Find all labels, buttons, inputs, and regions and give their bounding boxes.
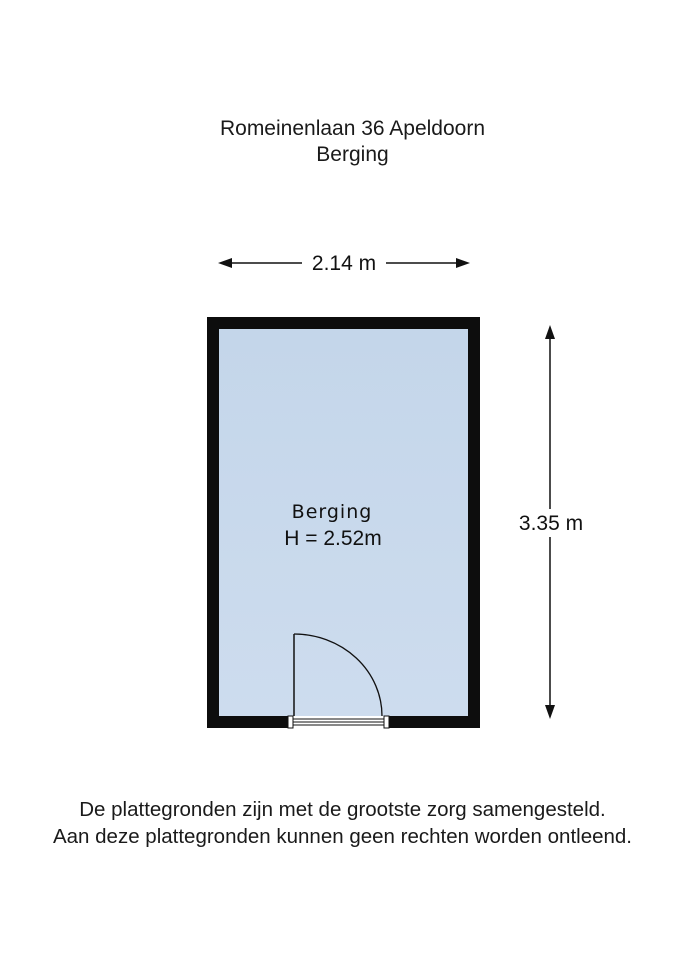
door-jamb-right	[384, 716, 389, 728]
depth-label: 3.35 m	[518, 512, 584, 535]
width-dimension	[218, 252, 470, 275]
width-arrow-right	[456, 258, 470, 268]
width-arrow-left	[218, 258, 232, 268]
disclaimer	[0, 796, 685, 850]
disclaimer-line-1: De plattegronden zijn met de grootste zorg samengesteld.	[79, 798, 606, 821]
depth-dimension	[514, 325, 588, 719]
door-jamb-left	[288, 716, 293, 728]
room-name-label: Berging	[291, 501, 373, 523]
floor-label: Berging	[316, 143, 389, 166]
disclaimer-line-2: Aan deze plattegronden kunnen geen rechten worden ontleend.	[52, 825, 632, 848]
width-label: 2.14 m	[311, 252, 377, 275]
address-title: Romeinenlaan 36 Apeldoorn	[219, 117, 486, 140]
depth-arrow-bottom	[545, 705, 555, 719]
depth-arrow-top	[545, 325, 555, 339]
room-height-label: H = 2.52m	[284, 527, 382, 550]
